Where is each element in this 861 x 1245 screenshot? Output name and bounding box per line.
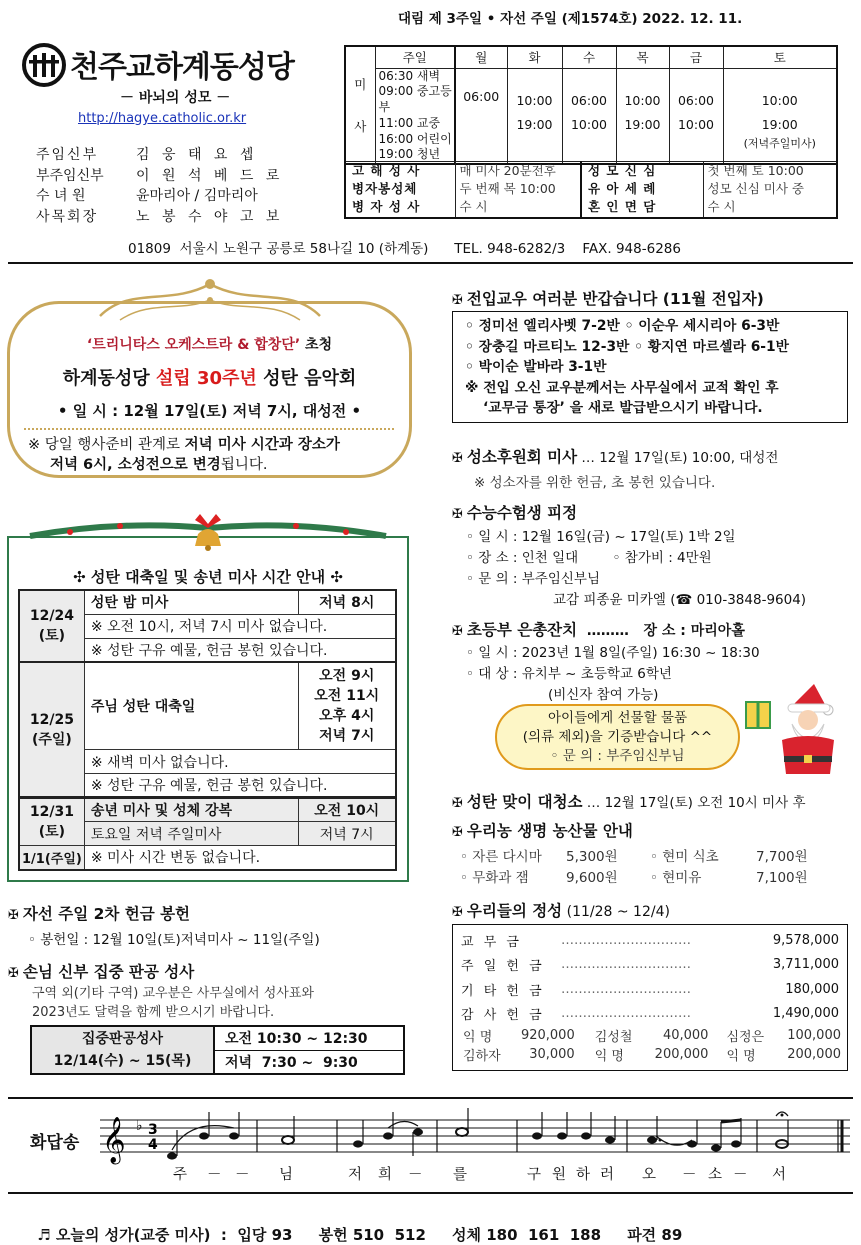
concert-divider — [24, 428, 394, 430]
staff-row: 사목회장 노 봉 수 야 고 보 — [36, 208, 284, 225]
staff-row: 수 녀 원 윤마리아 / 김마리아 — [36, 188, 258, 204]
mass-schedule — [344, 45, 838, 165]
date-0101: 1/1(주일) — [19, 846, 84, 870]
offering-title: ✠ 우리들의 정성 (11/28 ~ 12/4) — [452, 902, 670, 920]
staff-row: 부주임신부 이 원 석 베 드 로 — [36, 167, 284, 184]
charity-section: ✠ 자선 주일 2차 헌금 봉헌 ◦ 봉헌일 : 12월 10일(토)저녁미사 ~ 11일(주일) — [8, 905, 320, 948]
christmas-mass-table — [18, 589, 397, 871]
thu-time: 10:00 19:00 — [616, 68, 669, 164]
newcomers-box: ◦ 정미선 엘리사벳 7-2반 ◦ 이순우 세시리아 6-3반 ◦ 장충길 마르티노 12-3반 ◦ 황지연 마르셀라 6-1반 ◦ 박이순 발바라 3-1반 ※ 전입 오신 교우분께서는 사무실에서 교적 확인 후 ‘교무금 통장’ 을 새로 발급받으시기 바랍니다. — [452, 311, 848, 423]
christmas-garland — [30, 510, 386, 552]
parish-logo — [22, 43, 66, 87]
mass-times: 오전 9시 오전 11시 오후 4시 저녁 7시 — [298, 662, 396, 750]
mass-label: 미 사 — [345, 46, 375, 164]
offering-box: 교 무 금 ………………………… 9,578,000 주 일 헌 금 ………………………… 3,711,000 기 타 헌 금 ………………………… 180,000 감 사 헌 금 ………………………… 1,490,000 익 명 920,000 김성철 40,000 심정은 100,000 김하자 30,000 익 명 200,000 익 명 200,000 — [452, 924, 848, 1071]
day-thu: 목 — [616, 46, 669, 68]
mon-time: 06:00 — [455, 68, 507, 164]
cleaning-section: ✠ 성탄 맞이 대청소 … 12월 17일(토) 오전 10시 미사 후 — [452, 793, 806, 811]
date-1231: 12/31 (토) — [19, 798, 84, 846]
farm-section: ✠ 우리농 생명 농산물 안내 ◦ 자른 다시마 5,300원 ◦ 현미 식초 7,700원 ◦ 무화과 잼 9,600원 ◦ 현미유 7,100원 — [452, 822, 808, 886]
mass-note: ※ 오전 10시, 저녁 7시 미사 없습니다. — [84, 614, 396, 638]
fri-time: 06:00 10:00 — [669, 68, 723, 164]
cross-icon: ✠ — [452, 451, 463, 466]
cross-icon: ✠ — [452, 825, 463, 840]
day-sun: 주일 — [375, 46, 455, 68]
confession-table: 집중판공성사 12/14(수) ~ 15(목) 오전 10:30 ~ 12:30 저녁 7:30 ~ 9:30 — [30, 1025, 405, 1075]
cross-icon: ✠ — [8, 966, 19, 981]
mass-name: 성탄 밤 미사 — [84, 590, 298, 614]
ornament-crown — [90, 276, 330, 326]
cross-icon: ✠ — [452, 507, 463, 522]
sunday-times: 06:30 새벽 09:00 중고등부 11:00 교중 16:00 어린이 19:00 청년 — [375, 68, 455, 164]
psalm-staff — [100, 1108, 852, 1168]
mass-note: ※ 성탄 구유 예물, 헌금 봉헌 있습니다. — [84, 638, 396, 662]
donor-table: 익 명 920,000 김성철 40,000 심정은 100,000 김하자 30,000 익 명 200,000 익 명 200,000 — [463, 1028, 841, 1064]
gift-box: 아이들에게 선물할 물품 (의류 제외)을 기증받습니다 ^^ ◦ 문 의 : 부주임신부님 — [495, 704, 740, 770]
header-divider — [8, 262, 853, 264]
website-link[interactable]: http://hagye.catholic.or.kr — [78, 111, 247, 126]
cross-icon: ✠ — [8, 908, 19, 923]
day-sat: 토 — [723, 46, 837, 68]
staff-list — [36, 145, 283, 227]
date-1224: 12/24 (토) — [19, 590, 84, 662]
concert-title: 하계동성당 설립 30주년 성탄 음악회 — [62, 368, 357, 389]
christmas-title: ✣ 성탄 대축일 및 송년 미사 시간 안내 ✣ — [73, 568, 343, 586]
address-line: 01809 서울시 노원구 공릉로 58나길 10 (하계동) TEL. 948-6282/3 FAX. 948-6286 — [128, 241, 681, 257]
sat-time: 10:00 19:00 (저녁주일미사) — [723, 68, 837, 164]
svg-text:♭: ♭ — [136, 1118, 143, 1134]
psalm-label: 화답송 — [30, 1133, 80, 1153]
cross-icon: ✠ — [452, 796, 463, 811]
mass-time: 저녁 8시 — [298, 590, 396, 614]
concert-notice: ※ 당일 행사준비 관계로 저녁 미사 시간과 장소가 저녁 6시, 소성전으로 변경됩니다. — [28, 437, 340, 473]
concert-date: • 일 시 : 12월 17일(토) 저녁 7시, 대성전 • — [57, 402, 362, 420]
wed-time: 06:00 10:00 — [562, 68, 616, 164]
svg-text:𝄞: 𝄞 — [102, 1117, 126, 1163]
support-section: ✠ 성소후원회 미사 … 12월 17일(토) 10:00, 대성전 ※ 성소자를 위한 헌금, 초 봉헌 있습니다. — [452, 448, 779, 491]
party-section: ✠ 초등부 은총잔치 ……… 장 소 : 마리아홀 ◦ 일 시 : 2023년 1월 8일(주일) 16:30 ~ 18:30 ◦ 대 상 : 유치부 ~ 초등학교 6학년 (비신자 참여 가능) — [452, 621, 760, 703]
day-mon: 월 — [455, 46, 507, 68]
psalm-lyrics: 주 － － 님 저 희 － 를 구 원 하 러 오 － 소 － 서 — [173, 1167, 787, 1183]
santa-illustration — [744, 680, 840, 776]
retreat-section: ✠ 수능수험생 피정 ◦ 일 시 : 12월 16일(금) ~ 17일(토) 1박 2일 ◦ 장 소 : 인천 일대 ◦ 참가비 : 4만원 ◦ 문 의 : 부주임신부님 교감 피종윤 미카엘 (☎ 010-3848-9604) — [452, 504, 807, 608]
mass-name: 주님 성탄 대축일 — [84, 662, 298, 750]
newcomers-title: ✠ 전입교우 여러분 반갑습니다 (11월 전입자) — [452, 290, 764, 308]
mass-note: ※ 성탄 구유 예물, 헌금 봉헌 있습니다. — [84, 774, 396, 798]
svg-text:4: 4 — [148, 1137, 158, 1153]
svg-text:3: 3 — [148, 1122, 158, 1138]
day-tue: 화 — [507, 46, 562, 68]
cross-icon: ✠ — [452, 624, 463, 639]
hymns-line: ♬ 오늘의 성가(교중 미사) : 입당 93 봉헌 510 512 성체 180 161 188 파견 89 — [37, 1226, 683, 1244]
mass-note: ※ 새벽 미사 없습니다. — [84, 750, 396, 774]
day-fri: 금 — [669, 46, 723, 68]
cross-icon: ✠ — [452, 905, 463, 920]
date-line: 대림 제 3주일 • 자선 주일 (제1574호) 2022. 12. 11. — [398, 11, 743, 27]
sacrament-schedule: 고 해 성 사 병자봉성체 병 자 성 사 매 미사 20분전후 두 번째 목 10:00 수 시 성 모 신 심 유 아 세 례 혼 인 면 담 첫 번째 토 10:00 성모 신심 미사 중 수 시 — [344, 161, 838, 219]
staff-row: 주임신부 김 웅 태 요 셉 — [36, 147, 258, 163]
mass-time: 오전 10시 — [298, 798, 396, 822]
date-1225: 12/25 (주일) — [19, 662, 84, 798]
mass-time: 저녁 7시 — [298, 822, 396, 846]
cross-icon: ✠ — [452, 293, 463, 308]
parish-name: 천주교하계동성당 — [70, 50, 294, 85]
patron: － 바뇌의 성모 － — [120, 90, 231, 106]
concert-box — [7, 301, 412, 478]
mass-note: ※ 미사 시간 변동 없습니다. — [84, 846, 396, 870]
farm-table: ◦ 자른 다시마 5,300원 ◦ 현미 식초 7,700원 ◦ 무화과 잼 9,600원 ◦ 현미유 7,100원 — [460, 848, 808, 886]
confession-section: ✠ 손님 신부 집중 판공 성사 구역 외(기타 구역) 교우분은 사무실에서 성사표와 2023년도 달력을 함께 받으시기 바랍니다. — [8, 963, 314, 1020]
mass-name: 토요일 저녁 주일미사 — [84, 822, 298, 846]
tue-time: 10:00 19:00 — [507, 68, 562, 164]
invite-line: ‘트리니타스 오케스트라 & 합창단’ 초청 — [86, 337, 333, 353]
mass-name: 송년 미사 및 성체 강복 — [84, 798, 298, 822]
day-wed: 수 — [562, 46, 616, 68]
